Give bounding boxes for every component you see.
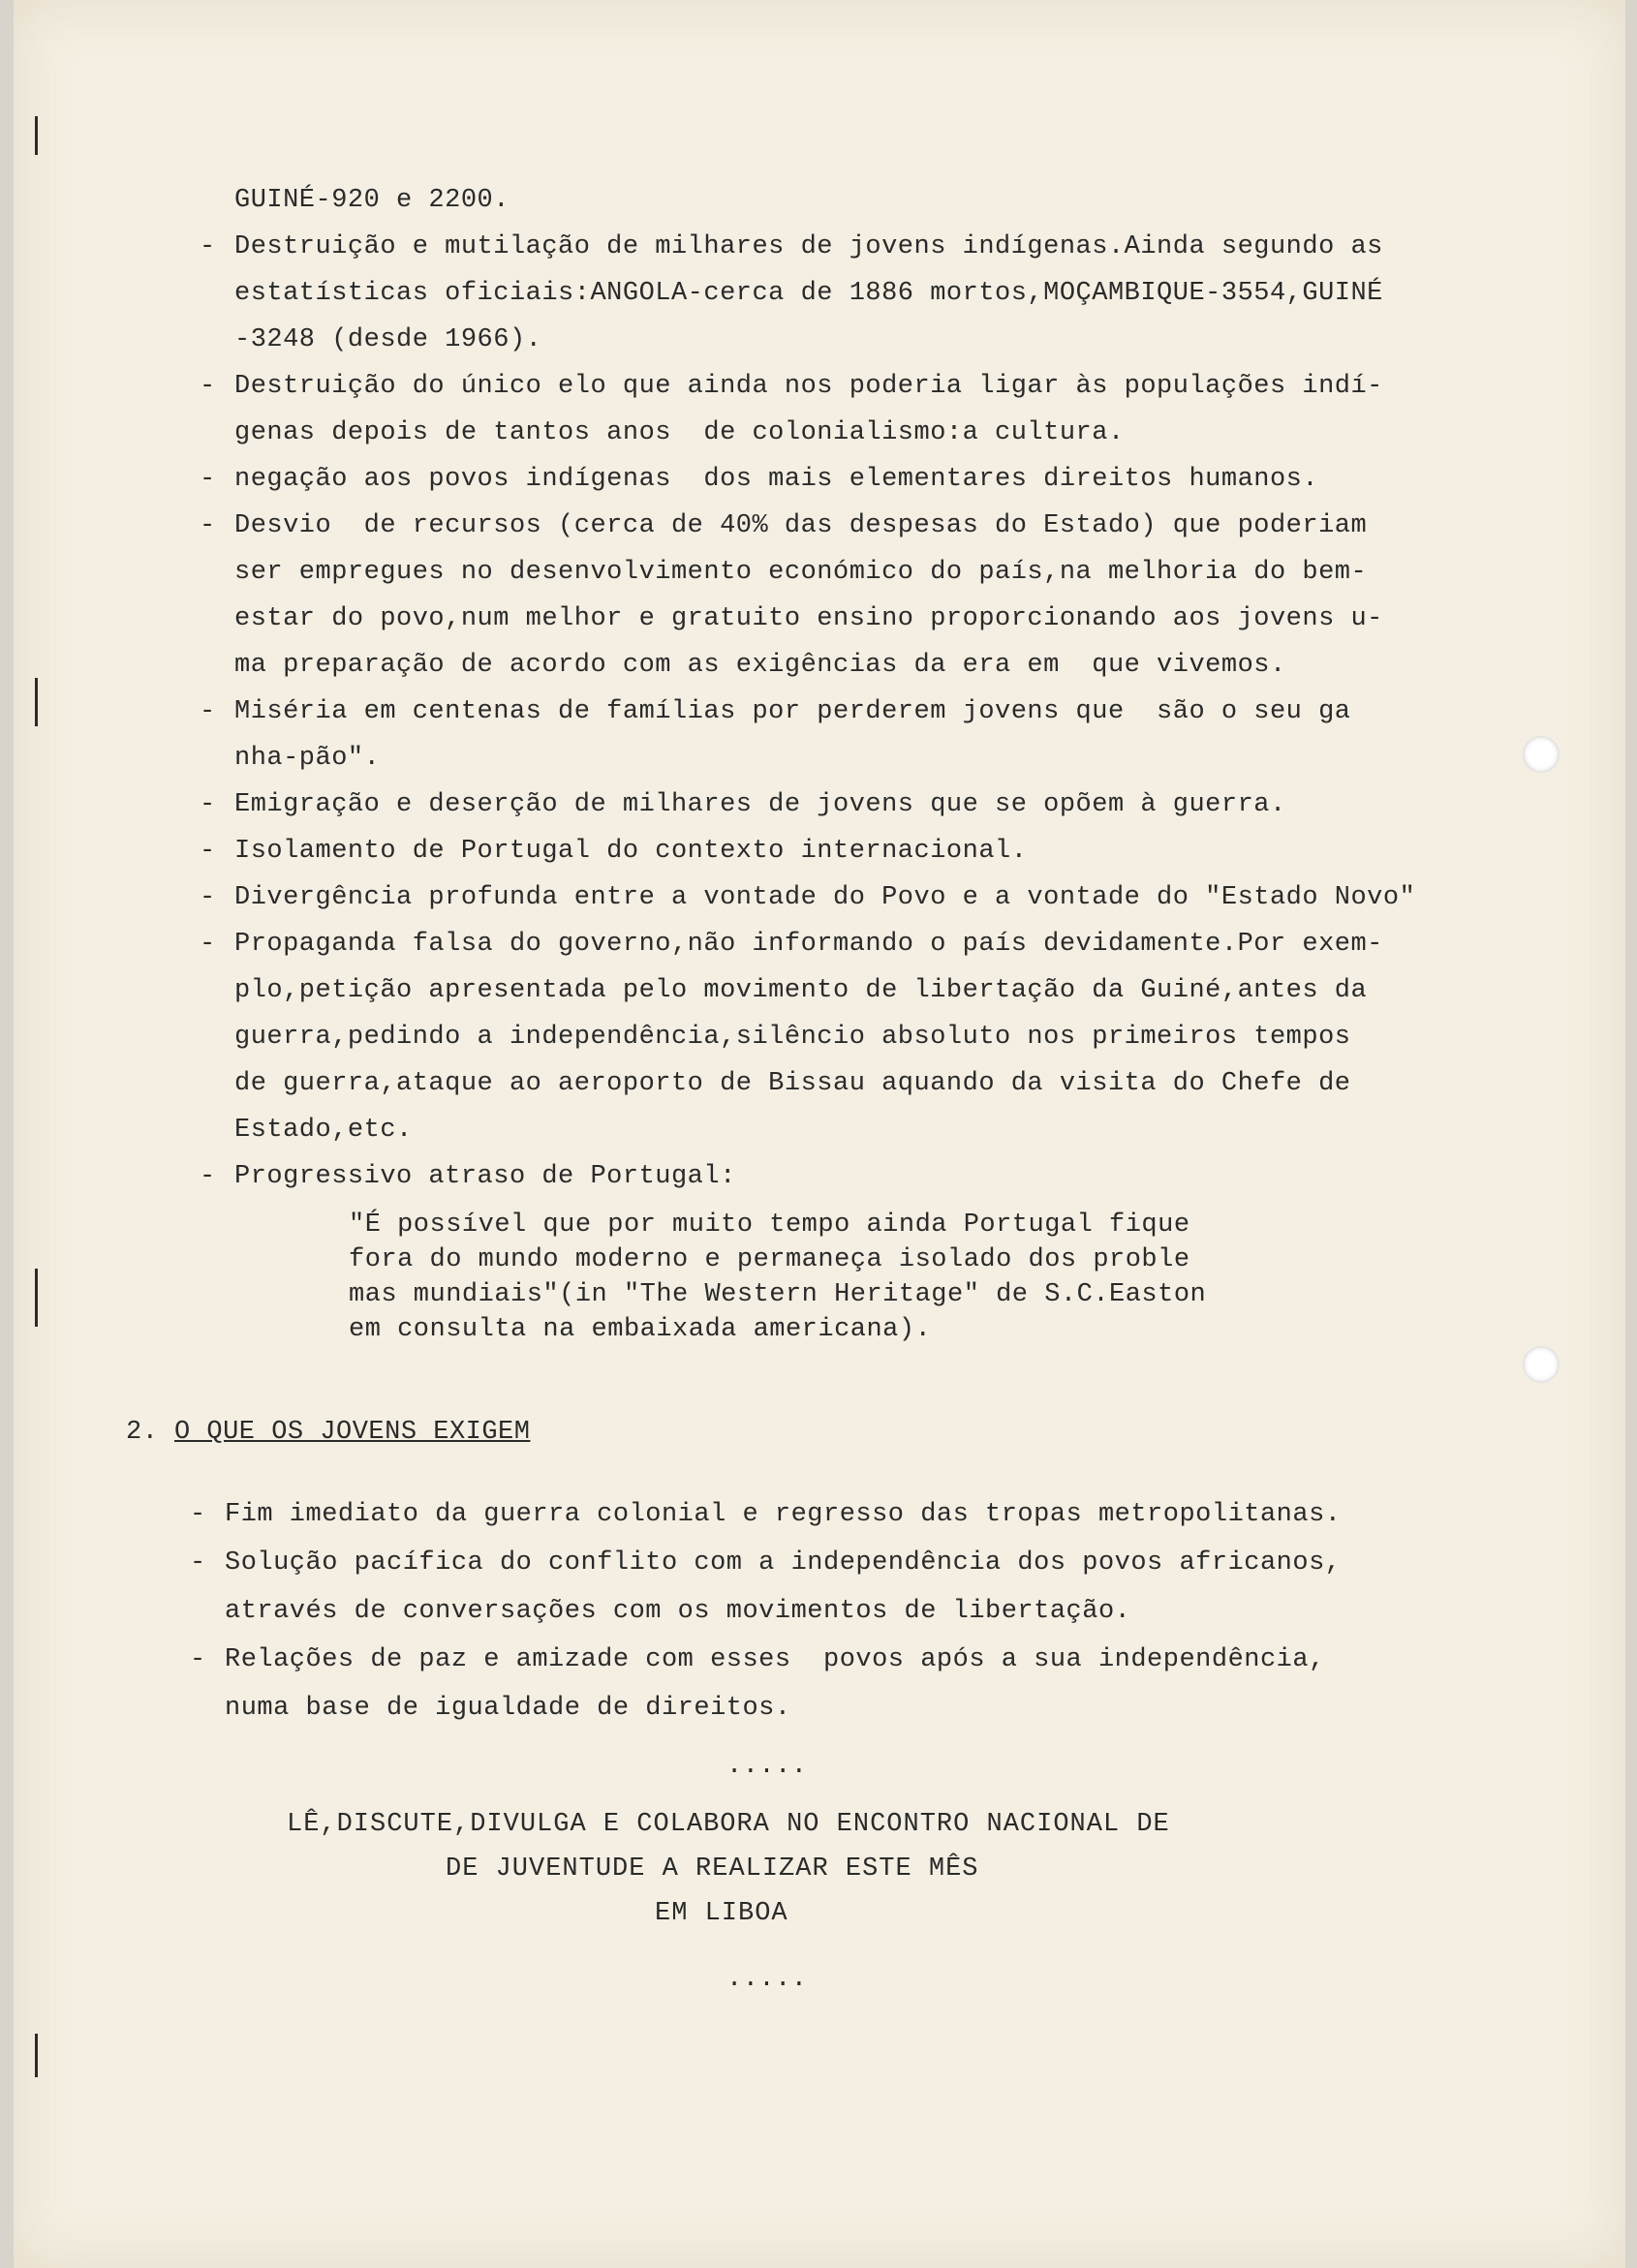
bullet-text-line: estar do povo,num melhor e gratuito ensino proporcionando aos jovens u-: [234, 604, 1383, 633]
section-heading: O QUE OS JOVENS EXIGEM: [174, 1418, 531, 1447]
bullet-text-line: Propaganda falsa do governo,não informando o país devidamente.Por exem-: [234, 930, 1383, 959]
bullet-text-line: Solução pacífica do conflito com a independência dos povos africanos,: [225, 1548, 1342, 1578]
closing-line: EM LIBOA: [655, 1899, 788, 1928]
bullet-text-line: Desvio de recursos (cerca de 40% das despesas do Estado) que poderiam: [234, 511, 1368, 540]
bullet-text-line: Relações de paz e amizade com esses povos após a sua independência,: [225, 1645, 1325, 1674]
bullet-dash: -: [200, 465, 216, 494]
bullet-text-line: nha-pão".: [234, 744, 381, 773]
bullet-dash: -: [200, 883, 216, 912]
bullet-text-line: estatísticas oficiais:ANGOLA-cerca de 1886 mortos,MOÇAMBIQUE-3554,GUINÉ: [234, 279, 1383, 308]
section-number: 2.: [126, 1418, 159, 1447]
bullet-text-line: ser empregues no desenvolvimento económico do país,na melhoria do bem-: [234, 558, 1368, 587]
bullet-dash: -: [190, 1645, 206, 1674]
bullet-text-line: Isolamento de Portugal do contexto internacional.: [234, 837, 1028, 866]
intro-line: GUINÉ-920 e 2200.: [234, 186, 510, 215]
bullet-dash: -: [200, 837, 216, 866]
closing-line: LÊ,DISCUTE,DIVULGA E COLABORA NO ENCONTRO NACIONAL DE: [287, 1810, 1170, 1839]
bullet-dash: -: [190, 1500, 206, 1529]
bullet-text-line: guerra,pedindo a independência,silêncio absoluto nos primeiros tempos: [234, 1023, 1351, 1052]
bullet-text-line: de guerra,ataque ao aeroporto de Bissau aquando da visita do Chefe de: [234, 1069, 1351, 1098]
bullet-dash: -: [200, 511, 216, 540]
bullet-text-line: através de conversações com os movimentos de libertação.: [225, 1597, 1131, 1626]
quote-line: em consulta na embaixada americana).: [349, 1315, 932, 1344]
separator-dots: .....: [726, 1965, 808, 1994]
bullet-text-line: Destruição e mutilação de milhares de jovens indígenas.Ainda segundo as: [234, 232, 1383, 261]
bullet-dash: -: [200, 930, 216, 959]
bullet-text-line: numa base de igualdade de direitos.: [225, 1694, 791, 1723]
quote-line: fora do mundo moderno e permaneça isolado dos proble: [349, 1245, 1190, 1274]
bullet-text-line: genas depois de tantos anos de colonialismo:a cultura.: [234, 418, 1125, 447]
bullet-dash: -: [200, 697, 216, 726]
bullet-text-line: negação aos povos indígenas dos mais elementares direitos humanos.: [234, 465, 1319, 494]
bullet-text-line: Miséria em centenas de famílias por perderem jovens que são o seu ga: [234, 697, 1351, 726]
separator-dots: .....: [726, 1752, 808, 1781]
bullet-dash: -: [200, 1162, 216, 1191]
bullet-text-line: Fim imediato da guerra colonial e regresso das tropas metropolitanas.: [225, 1500, 1342, 1529]
bullet-text-line: Progressivo atraso de Portugal:: [234, 1162, 736, 1191]
bullet-text-line: ma preparação de acordo com as exigências da era em que vivemos.: [234, 651, 1286, 680]
bullet-text-line: Divergência profunda entre a vontade do Povo e a vontade do "Estado Novo": [234, 883, 1416, 912]
bullet-text-line: Destruição do único elo que ainda nos poderia ligar às populações indí-: [234, 372, 1383, 401]
bullet-dash: -: [200, 790, 216, 819]
closing-line: DE JUVENTUDE A REALIZAR ESTE MÊS: [446, 1854, 979, 1884]
bullet-dash: -: [200, 372, 216, 401]
bullet-dash: -: [190, 1548, 206, 1578]
bullet-text-line: plo,petição apresentada pelo movimento de libertação da Guiné,antes da: [234, 976, 1368, 1005]
bullet-dash: -: [200, 232, 216, 261]
bullet-text-line: Emigração e deserção de milhares de jovens que se opõem à guerra.: [234, 790, 1286, 819]
bullet-text-line: -3248 (desde 1966).: [234, 325, 542, 354]
quote-line: "É possível que por muito tempo ainda Portugal fique: [349, 1211, 1190, 1240]
quote-line: mas mundiais"(in "The Western Heritage" de S.C.Easton: [349, 1280, 1207, 1309]
bullet-text-line: Estado,etc.: [234, 1116, 413, 1145]
